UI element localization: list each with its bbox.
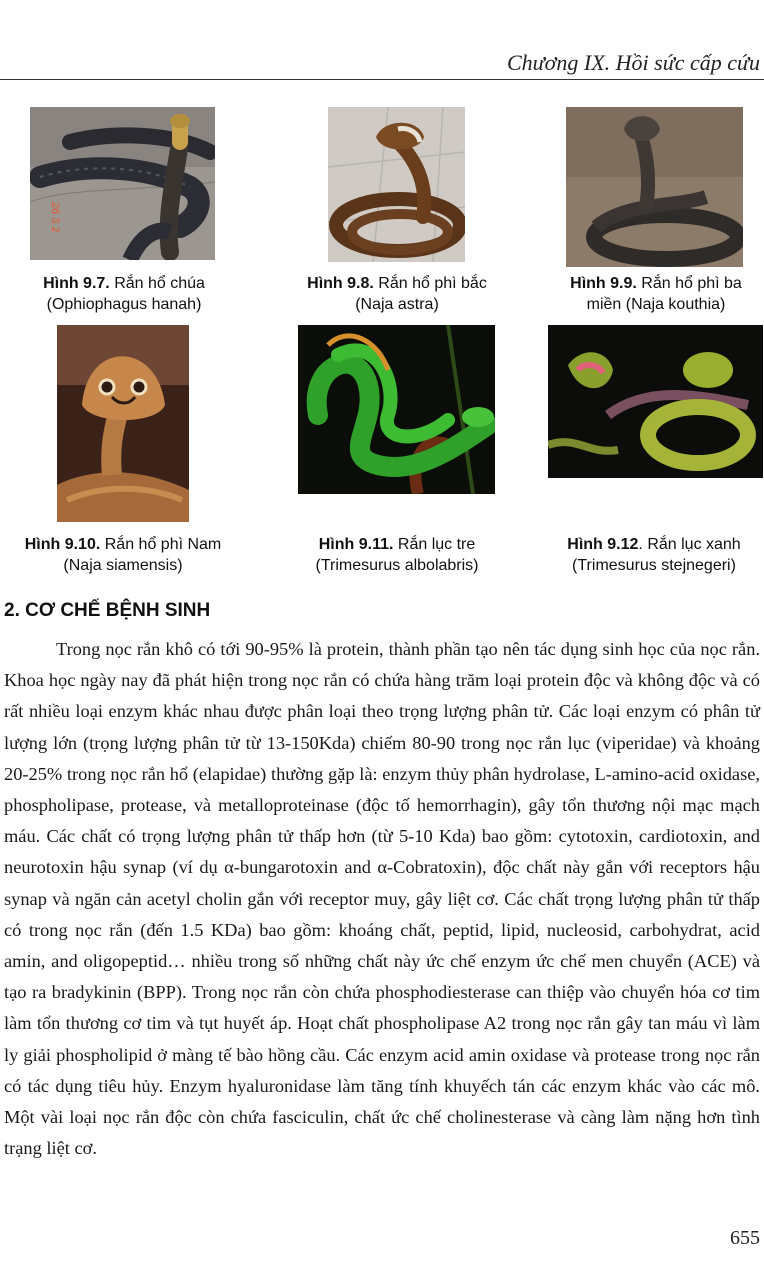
figure-9-9-caption xyxy=(548,273,764,315)
body-paragraph: Trong nọc rắn khô có tới 90-95% là protein, thành phần tạo nên tác dụng sinh học của nọc rắn. Khoa học ngày nay đã phát hiện trong nọc rắn có chứa hàng trăm loại protein độc và không độc và có rất nhiều loại enzym khác nhau được phân loại theo trọng lượng phân tử. Các loại enzym có phân tử lượng lớn (trọng lượng phân tử từ 13-150Kda) chiếm 80-90 trong nọc rắn lục (viperidae) và khoảng 20-25% trong nọc rắn hổ (elapidae) thường gặp là: enzym thủy phân hydrolase, L-amino-acid oxidase, phospholipase, protease, và metalloproteinase (độc tố hemorrhagin), gây tổn thương nội mạc mạch máu. Các chất có trọng lượng phân tử thấp hơn (từ 5-10 Kda) bao gồm: cytotoxin, cardiotoxin, and neurotoxin hậu synap (ví dụ α-bungarotoxin and α-Cobratoxin), độc chất này gắn với receptors hậu synap và ngăn cản acetyl cholin gắn với receptor muy, gây liệt cơ. Các chất trọng lượng phân tử thấp có trong nọc rắn (đến 1.5 KDa) bao gồm: khoáng chất, peptid, lipid, nucleosid, carbohydrat, acid amin, and oligopeptid… nhiều trong số những chất này ức chế enzym ức chế men chuyển (ACE) và tạo ra bradykinin (BPP). Trong nọc rắn còn chứa phosphodiesterase can thiệp vào chuyển hóa cơ tim làm tổn thương cơ tim và tụt huyết áp. Hoạt chất phospholipase A2 trong nọc rắn gây tan máu vì làm ly giải phospholipid ở màng tế bào hồng cầu. Các enzym acid amin oxidase và protease trong nọc rắn có tác dụng tiêu hủy. Enzym hyaluronidase làm tăng tính khuyếch tán các enzym khác vào các mô. Một vài loại nọc rắn độc còn chứa fasciculin, chất ức chế cholinesterase và càng làm nặng hơn tình trạng liệt cơ. xyxy=(4,639,760,1159)
figure-scientific-name: (Trimesurus albolabris) xyxy=(315,557,479,574)
figure-9-7-photo xyxy=(30,107,215,260)
figure-common-name: Rắn hổ chúa xyxy=(114,275,205,292)
figure-label: Hình 9.8. xyxy=(307,275,374,292)
figure-scientific-name: (Naja astra) xyxy=(355,296,439,313)
figure-9-8-photo xyxy=(328,107,465,262)
photo-date-stamp: 26 3 2 xyxy=(49,202,61,233)
figure-scientific-name: miền (Naja kouthia) xyxy=(586,296,726,313)
figure-label: Hình 9.10. xyxy=(24,536,101,553)
figure-9-9-photo xyxy=(566,107,743,267)
figure-common-name: . Rắn lục xanh xyxy=(638,536,741,553)
figure-9-11-caption xyxy=(287,534,507,576)
figure-9-7-caption xyxy=(14,273,234,315)
figure-label: Hình 9.12 xyxy=(567,536,639,553)
figure-common-name: Rắn hổ phì ba xyxy=(641,275,742,292)
section-heading: 2. CƠ CHẾ BỆNH SINH xyxy=(4,600,211,621)
figure-9-12-caption xyxy=(544,534,764,576)
figure-9-12-photo xyxy=(548,325,763,478)
figure-scientific-name: (Naja siamensis) xyxy=(63,557,183,574)
page-number: 655 xyxy=(730,1227,760,1249)
figure-scientific-name: (Ophiophagus hanah) xyxy=(46,296,202,313)
figure-common-name: Rắn hổ phì bắc xyxy=(378,275,487,292)
running-header xyxy=(0,0,764,80)
figure-9-10-caption xyxy=(0,534,246,576)
figure-scientific-name: (Trimesurus stejnegeri) xyxy=(572,557,736,574)
figure-9-11-photo xyxy=(298,325,495,494)
figure-9-10-photo xyxy=(57,325,189,522)
figure-label: Hình 9.9. xyxy=(570,275,637,292)
figure-common-name: Rắn lục tre xyxy=(397,536,476,553)
chapter-title: Chương IX. Hồi sức cấp cứu xyxy=(506,50,760,75)
figure-9-8-caption xyxy=(285,273,509,315)
figure-common-name: Rắn hổ phì Nam xyxy=(104,536,222,553)
figure-label: Hình 9.11. xyxy=(318,536,394,553)
figure-label: Hình 9.7. xyxy=(43,275,110,292)
